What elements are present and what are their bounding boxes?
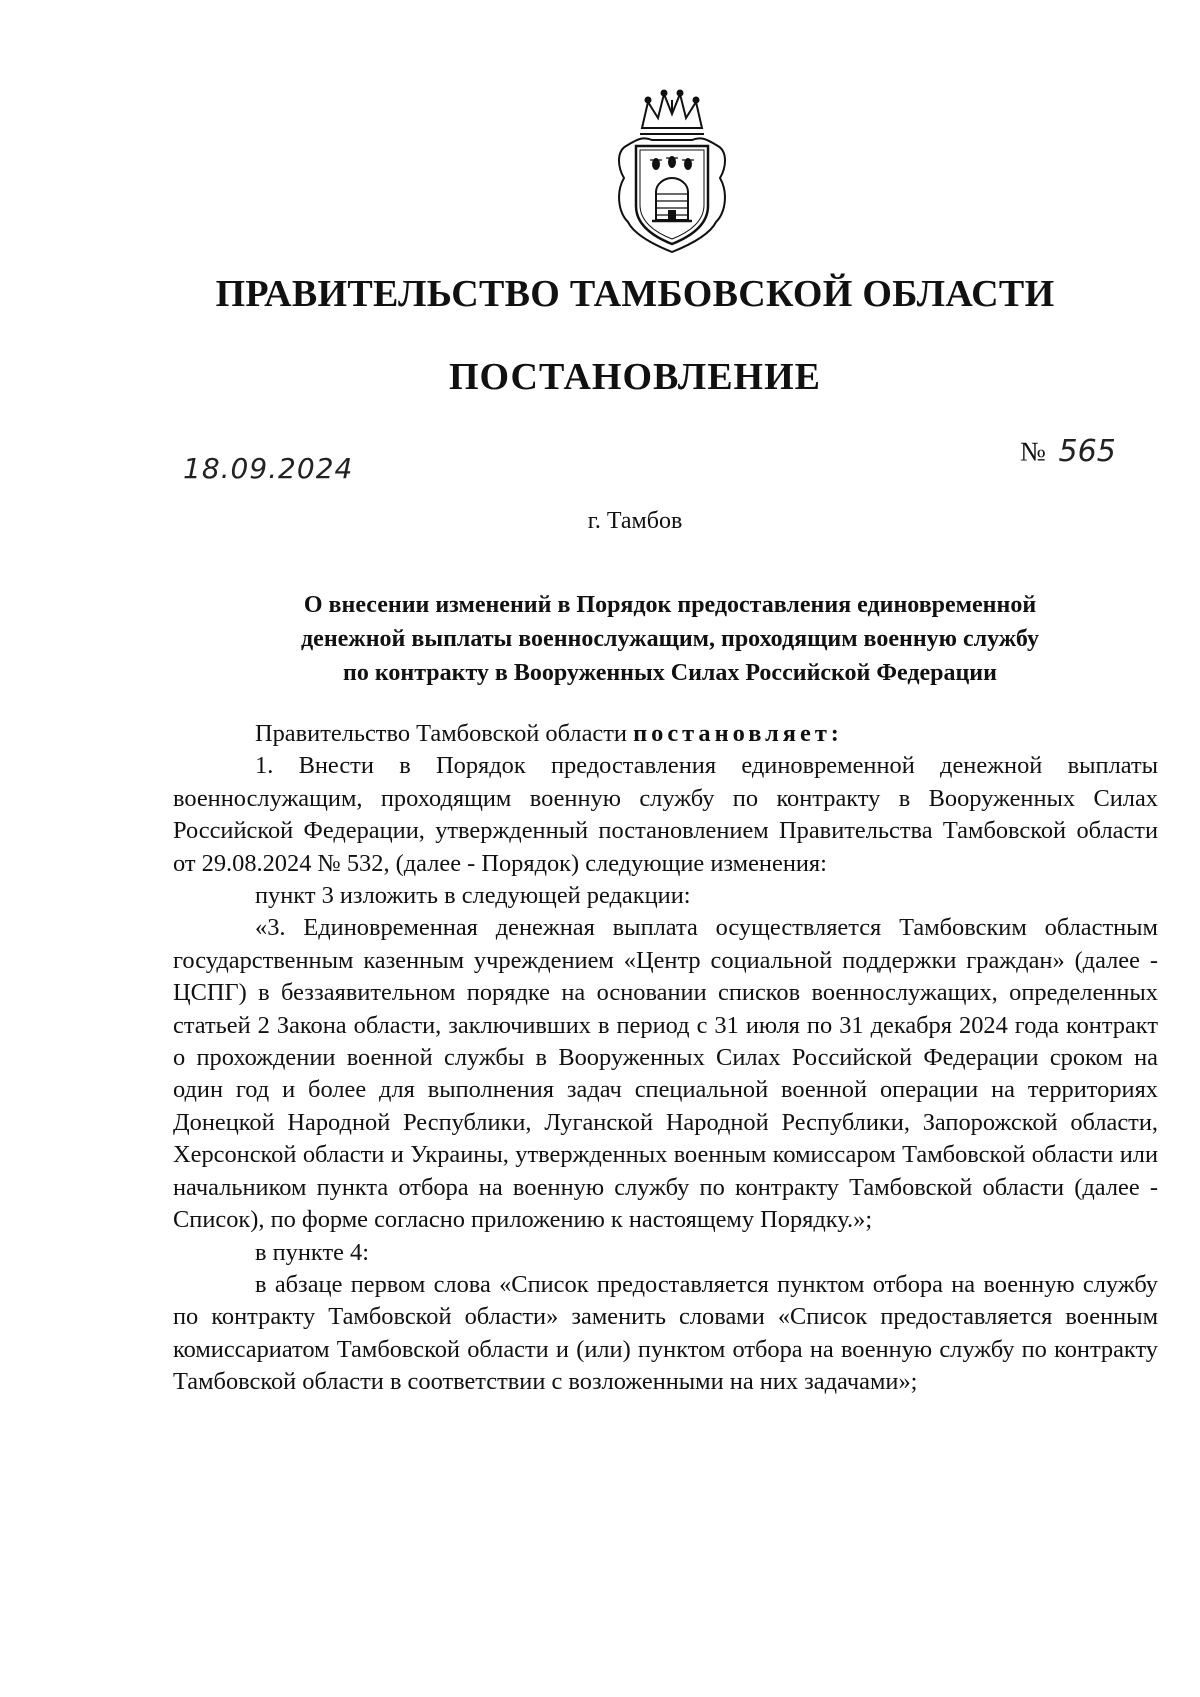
paragraph-1: 1. Внести в Порядок предоставления единовременной денежной выплаты военнослужащим, проходящим военную службу по контракту в Вооруженных Силах Российской Федерации, утвержденный постановлением Правительства Тамбовской области от 29.08.2024 № 532, (далее - Порядок) следующие изменения:	[173, 752, 1158, 877]
number-value: 565	[1058, 434, 1116, 470]
subject-line-2: денежной выплаты военнослужащим, проходящим военную службу	[301, 626, 1039, 652]
government-title: ПРАВИТЕЛЬСТВО ТАМБОВСКОЙ ОБЛАСТИ	[215, 273, 1055, 315]
city-name: г. Тамбов	[587, 508, 683, 534]
paragraph-2: пункт 3 изложить в следующей редакции:	[255, 882, 691, 910]
tambov-coat-of-arms-icon	[612, 88, 732, 256]
paragraph-5: в абзаце первом слова «Список предоставляется пунктом отбора на военную службу по контракту Тамбовской области» заменить словами «Список предоставляется военным комиссариатом Тамбовской области и (или) пунктом отбора на военную службу по контракту Тамбовской области в соответствии с возложенными на них задачами»;	[173, 1270, 1158, 1396]
decree-word: постановляет:	[633, 720, 843, 747]
paragraph-3: «3. Единовременная денежная выплата осуществляется Тамбовским областным государственным казенным учреждением «Центр социальной поддержки граждан» (далее - ЦСПГ) в беззаявительном порядке на основании списков военнослужащих, определенных статьей 2 Закона области, заключивших в период с 31 июля по 31 декабря 2024 года контракт о прохождении военной службы в Вооруженных Силах Российской Федерации сроком на один год и более для выполнения задач специальной военной операции на территориях Донецкой Народной Республики, Луганской Народной Республики, Запорожской области, Херсонской области и Украины, утвержденных военным комиссаром Тамбовской области или начальником пункта отбора на военную службу по контракту Тамбовской области (далее - Список), по форме согласно приложению к настоящему Порядку.»;	[173, 914, 1158, 1234]
document-subject	[200, 588, 1140, 690]
document-date: 18.09.2024	[183, 452, 354, 485]
document-number	[1020, 434, 1116, 469]
subject-line-3: по контракту в Вооруженных Силах Российской Федерации	[343, 660, 997, 686]
paragraph-4: в пункте 4:	[255, 1238, 369, 1266]
document-body	[173, 718, 1158, 1399]
intro-paragraph	[173, 718, 1158, 750]
document-type-title: ПОСТАНОВЛЕНИЕ	[448, 356, 822, 398]
intro-prefix: Правительство Тамбовской области	[255, 720, 627, 747]
subject-line-1: О внесении изменений в Порядок предоставления единовременной	[303, 592, 1037, 618]
number-sign: №	[1020, 436, 1046, 467]
